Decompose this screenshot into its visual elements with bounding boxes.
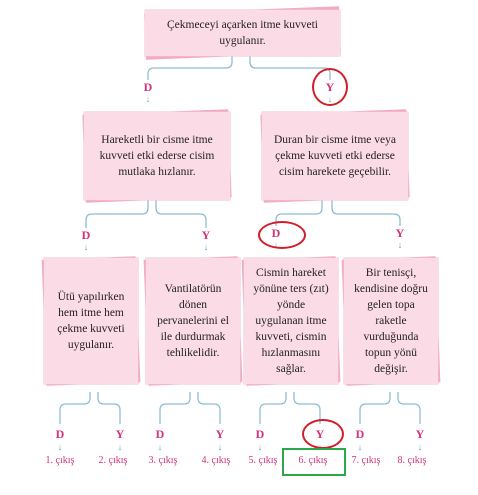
arrow-down-icon: ↓: [217, 442, 223, 452]
exit-1: 1. çıkış: [45, 455, 75, 466]
arrow-down-icon: ↓: [57, 442, 63, 452]
root-card: [145, 10, 340, 56]
arrow-down-icon: ↓: [203, 242, 209, 252]
arrow-down-icon: ↓: [417, 442, 423, 452]
label-d-right: D: [271, 226, 281, 240]
leaf-statement-2: Vantilatörün dönen pervanelerini el ile durdurmak tehlikelidir.: [146, 258, 240, 384]
label-d-leaf-1: D: [55, 427, 65, 441]
exit-2: 2. çıkış: [98, 455, 128, 466]
label-y-right: Y: [395, 226, 405, 240]
selection-circle: [302, 419, 344, 449]
arrow-down-icon: ↓: [117, 442, 123, 452]
exit-3: 3. çıkış: [148, 455, 178, 466]
selection-circle: [258, 221, 306, 249]
label-y-left: Y: [201, 228, 211, 242]
label-y-leaf-2: Y: [215, 427, 225, 441]
label-y-leaf-1: Y: [115, 427, 125, 441]
arrow-down-icon: ↓: [157, 442, 163, 452]
arrow-down-icon: ↓: [357, 442, 363, 452]
leaf-statement-3: Cismin hareket yönüne ters (zıt) yönde uygulanan itme kuvveti, cismin hızlanmasını sağlar.: [244, 258, 338, 384]
label-y-root: Y: [325, 80, 335, 94]
root-statement: Çekmeceyi açarken itme kuvveti uygulanır.: [145, 10, 340, 56]
leaf-statement-1: Ütü yapılırken hem itme hem çekme kuvveti uygulanır.: [44, 258, 138, 384]
label-d-leaf-2: D: [155, 427, 165, 441]
label-d-root: D: [143, 80, 153, 94]
label-y-leaf-3: Y: [315, 427, 325, 441]
exit-8: 8. çıkış: [397, 455, 427, 466]
right-card: [262, 112, 408, 200]
arrow-down-icon: ↓: [397, 240, 403, 250]
label-d-left: D: [81, 228, 91, 242]
leaf-statement-4: Bir tenisçi, kendisine doğru gelen topa raketle vurduğunda topun yönü değişir.: [344, 258, 438, 384]
label-d-leaf-4: D: [355, 427, 365, 441]
label-d-leaf-3: D: [255, 427, 265, 441]
arrow-down-icon: ↓: [83, 242, 89, 252]
answer-highlight-box: [282, 448, 346, 476]
right-statement: Duran bir cisme itme veya çekme kuvveti etki ederse cisim harekete geçebilir.: [262, 112, 408, 200]
arrow-down-icon: ↓: [145, 94, 151, 104]
left-card: [84, 112, 230, 200]
label-y-leaf-4: Y: [415, 427, 425, 441]
exit-4: 4. çıkış: [201, 455, 231, 466]
exit-7: 7. çıkış: [351, 455, 381, 466]
leaf-card-3: [244, 258, 338, 384]
leaf-card-1: [44, 258, 138, 384]
leaf-card-2: [146, 258, 240, 384]
exit-6: 6. çıkış: [298, 455, 328, 466]
arrow-down-icon: ↓: [327, 94, 333, 104]
left-statement: Hareketli bir cisme itme kuvveti etki ederse cisim mutlaka hızlanır.: [84, 112, 230, 200]
leaf-card-4: [344, 258, 438, 384]
arrow-down-icon: ↓: [257, 442, 263, 452]
selection-circle: [312, 68, 348, 106]
exit-5: 5. çıkış: [248, 455, 278, 466]
arrow-down-icon: ↓: [273, 240, 279, 250]
arrow-down-icon: ↓: [317, 442, 323, 452]
